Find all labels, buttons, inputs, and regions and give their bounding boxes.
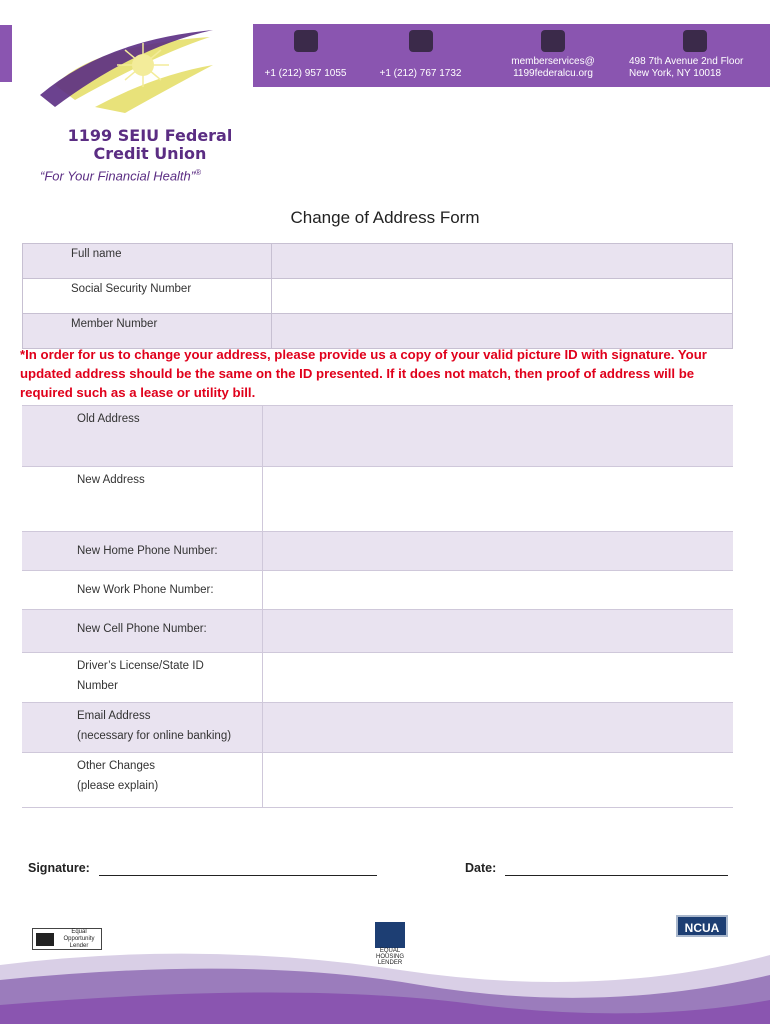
field-label-other-changes — [22, 753, 263, 808]
field-label-old-address — [22, 406, 263, 467]
id-requirement-notice: *In order for us to change your address, please provide us a copy of your valid picture ID with signature. Your updated address should be the same on the ID presented. If it does not match, then proof of address will be required such as a lease or utility bill. — [20, 347, 707, 400]
house-icon — [36, 933, 54, 946]
new-address-input[interactable] — [263, 467, 734, 532]
cell-phone-label: New Cell Phone Number: — [77, 623, 207, 635]
table-row — [23, 244, 733, 279]
contact-phone-text: +1 (212) 957 1055 — [264, 68, 347, 79]
full-name-input[interactable] — [272, 244, 733, 279]
ssn-input[interactable] — [272, 279, 733, 314]
phone-icon — [294, 30, 318, 52]
new-address-label: New Address — [77, 474, 145, 486]
table-row — [22, 703, 733, 753]
table-row — [23, 314, 733, 349]
date-line[interactable] — [505, 875, 728, 876]
member-number-input[interactable] — [272, 314, 733, 349]
email-label-line1: Email Address — [77, 710, 151, 722]
table-row — [22, 610, 733, 653]
contact-email-text — [488, 56, 618, 80]
org-name-line1: 1199 SEIU Federal — [67, 126, 233, 145]
org-name-line2: Credit Union — [93, 144, 207, 163]
signature-line[interactable] — [99, 875, 377, 876]
envelope-icon — [541, 30, 565, 52]
table-row — [22, 753, 733, 808]
contact-phone — [258, 24, 353, 80]
field-label-ssn: Social Security Number — [23, 279, 272, 314]
contact-fax — [373, 24, 468, 80]
contact-address-text — [625, 56, 765, 80]
tagline — [40, 168, 201, 183]
date-label: Date: — [465, 861, 497, 875]
organization-name — [35, 127, 265, 163]
equal-housing-lender-logo — [372, 922, 408, 966]
home-phone-label: New Home Phone Number: — [77, 545, 218, 557]
contact-address-line2: New York, NY 10018 — [629, 68, 722, 79]
cell-phone-input[interactable] — [263, 610, 734, 653]
email-input[interactable] — [263, 703, 734, 753]
work-phone-input[interactable] — [263, 571, 734, 610]
member-info-table — [22, 243, 733, 349]
contact-email-line1: memberservices@ — [511, 56, 595, 67]
other-changes-label-line2: (please explain) — [77, 780, 159, 792]
equal-opportunity-text: Equal Opportunity Lender — [63, 929, 95, 949]
signature-label: Signature: — [28, 861, 90, 875]
home-phone-input[interactable] — [263, 532, 734, 571]
other-changes-label-line1: Other Changes — [77, 760, 155, 772]
map-pin-icon — [683, 30, 707, 52]
contact-bar — [253, 24, 770, 87]
field-label-drivers-license — [22, 653, 263, 703]
contact-email — [488, 24, 618, 80]
work-phone-label: New Work Phone Number: — [77, 584, 214, 596]
drivers-license-label-line2: Number — [77, 680, 118, 692]
field-label-cell-phone — [22, 610, 263, 653]
old-address-input[interactable] — [263, 406, 734, 467]
left-accent-bar — [0, 25, 12, 82]
form-title: Change of Address Form — [290, 208, 480, 227]
table-row — [23, 279, 733, 314]
registered-mark: ® — [195, 168, 202, 177]
table-row — [22, 653, 733, 703]
contact-fax-text: +1 (212) 767 1732 — [379, 68, 462, 79]
drivers-license-input[interactable] — [263, 653, 734, 703]
table-row — [22, 406, 733, 467]
contact-email-line2: 1199federalcu.org — [513, 68, 593, 79]
field-label-full-name: Full name — [23, 244, 272, 279]
email-label-line2: (necessary for online banking) — [77, 730, 232, 742]
field-label-email — [22, 703, 263, 753]
field-label-home-phone — [22, 532, 263, 571]
ncua-logo: NCUA — [676, 915, 728, 937]
equal-housing-text: EQUAL HOUSING LENDER — [375, 948, 404, 966]
contact-address — [625, 24, 765, 80]
table-row — [22, 532, 733, 571]
table-row — [22, 571, 733, 610]
equal-housing-icon — [375, 922, 405, 948]
fax-icon — [409, 30, 433, 52]
address-change-table — [22, 405, 733, 808]
table-row — [22, 467, 733, 532]
credit-union-logo — [35, 25, 215, 115]
tagline-text: “For Your Financial Health” — [40, 168, 196, 184]
field-label-work-phone — [22, 571, 263, 610]
field-label-member-number: Member Number — [23, 314, 272, 349]
old-address-label: Old Address — [77, 413, 140, 425]
drivers-license-label-line1: Driver’s License/State ID — [77, 660, 204, 672]
field-label-new-address — [22, 467, 263, 532]
contact-address-line1: 498 7th Avenue 2nd Floor — [629, 56, 744, 67]
equal-opportunity-lender-logo — [32, 928, 102, 950]
other-changes-input[interactable] — [263, 753, 734, 808]
